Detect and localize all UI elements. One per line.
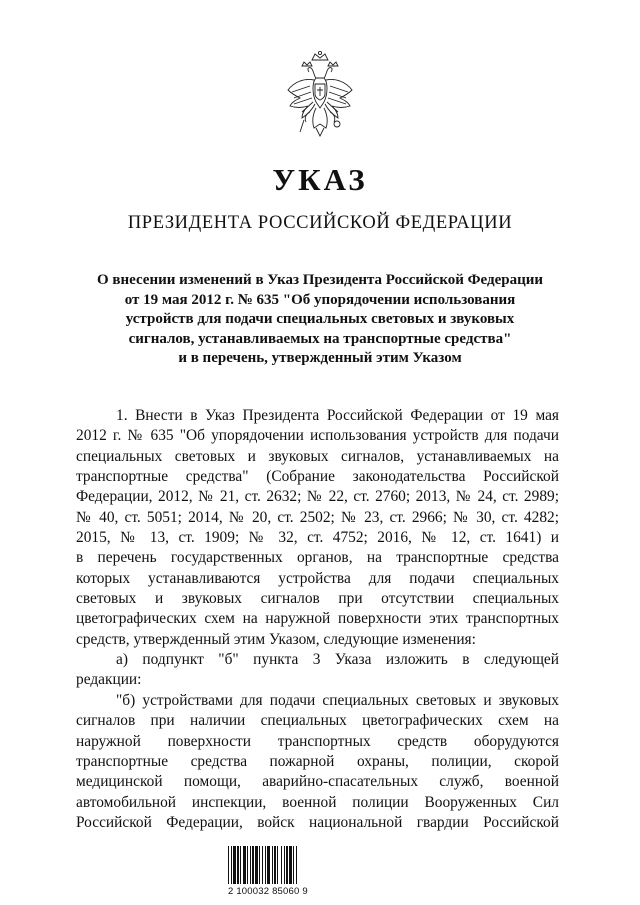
document-type-heading: УКАЗ bbox=[272, 162, 368, 197]
body-line: медицинской помощи, аварийно-спасательных служб, военной bbox=[76, 773, 559, 791]
title-line: от 19 мая 2012 г. № 635 "Об упорядочении использования bbox=[124, 291, 516, 308]
body-line: наружной поверхности транспортных средств оборудуются bbox=[76, 732, 559, 750]
barcode bbox=[228, 846, 338, 901]
body-line: редакции: bbox=[76, 671, 142, 689]
barcode-icon bbox=[228, 846, 338, 884]
body-line: "б) устройствами для подачи специальных световых и звуковых bbox=[116, 691, 559, 709]
body-line: световых и звуковых сигналов при отсутствии специальных bbox=[76, 590, 559, 608]
title-line: сигналов, устанавливаемых на транспортные средства" bbox=[128, 330, 512, 347]
body-line: 2015, № 13, ст. 1909; № 32, ст. 4752; 2016, № 12, ст. 1641) и bbox=[76, 529, 559, 547]
decree-body bbox=[76, 406, 559, 833]
body-line: Федерации, 2012, № 21, ст. 2632; № 22, ст. 2760; 2013, № 24, ст. 2989; bbox=[76, 488, 559, 506]
title-line: О внесении изменений в Указ Президента Российской Федерации bbox=[96, 272, 544, 288]
barcode-number: 2 100032 85060 9 bbox=[228, 886, 308, 897]
body-line: цветографических схем на наружной поверхности этих транспортных bbox=[76, 610, 559, 628]
body-line: которых устанавливаются устройства для подачи специальных bbox=[76, 569, 559, 587]
body-line: автомобильной инспекции, военной полиции Вооруженных Сил bbox=[76, 793, 559, 811]
body-line: а) подпункт "б" пункта 3 Указа изложить в следующей bbox=[116, 651, 559, 669]
body-line: Российской Федерации, войск национальной гвардии Российской bbox=[76, 813, 559, 831]
russian-coat-of-arms-icon bbox=[282, 50, 358, 140]
body-line: средств, утвержденный этим Указом, следующие изменения: bbox=[76, 630, 476, 648]
body-line: специальных световых и звуковых сигналов, устанавливаемых на bbox=[76, 447, 559, 465]
title-line: и в перечень, утвержденный этим Указом bbox=[178, 350, 462, 366]
issuer-heading: ПРЕЗИДЕНТА РОССИЙСКОЙ ФЕДЕРАЦИИ bbox=[127, 213, 513, 233]
body-line: № 40, ст. 5051; 2014, № 20, ст. 2502; № 23, ст. 2966; № 30, ст. 4282; bbox=[76, 508, 559, 526]
body-line: 2012 г. № 635 "Об упорядочении использования устройств для подачи bbox=[76, 427, 559, 445]
body-line: в перечень государственных органов, на транспортные средства bbox=[76, 549, 559, 567]
body-line: транспортные средства пожарной охраны, полиции, скорой bbox=[76, 752, 559, 770]
body-line: сигналов при наличии специальных цветографических схем на bbox=[76, 712, 559, 730]
body-line: транспортные средства" (Собрание законодательства Российской bbox=[76, 468, 559, 486]
decree-title bbox=[70, 271, 570, 369]
title-line: устройств для подачи специальных световых и звуковых bbox=[125, 311, 515, 327]
body-line: 1. Внести в Указ Президента Российской Федерации от 19 мая bbox=[116, 407, 559, 424]
